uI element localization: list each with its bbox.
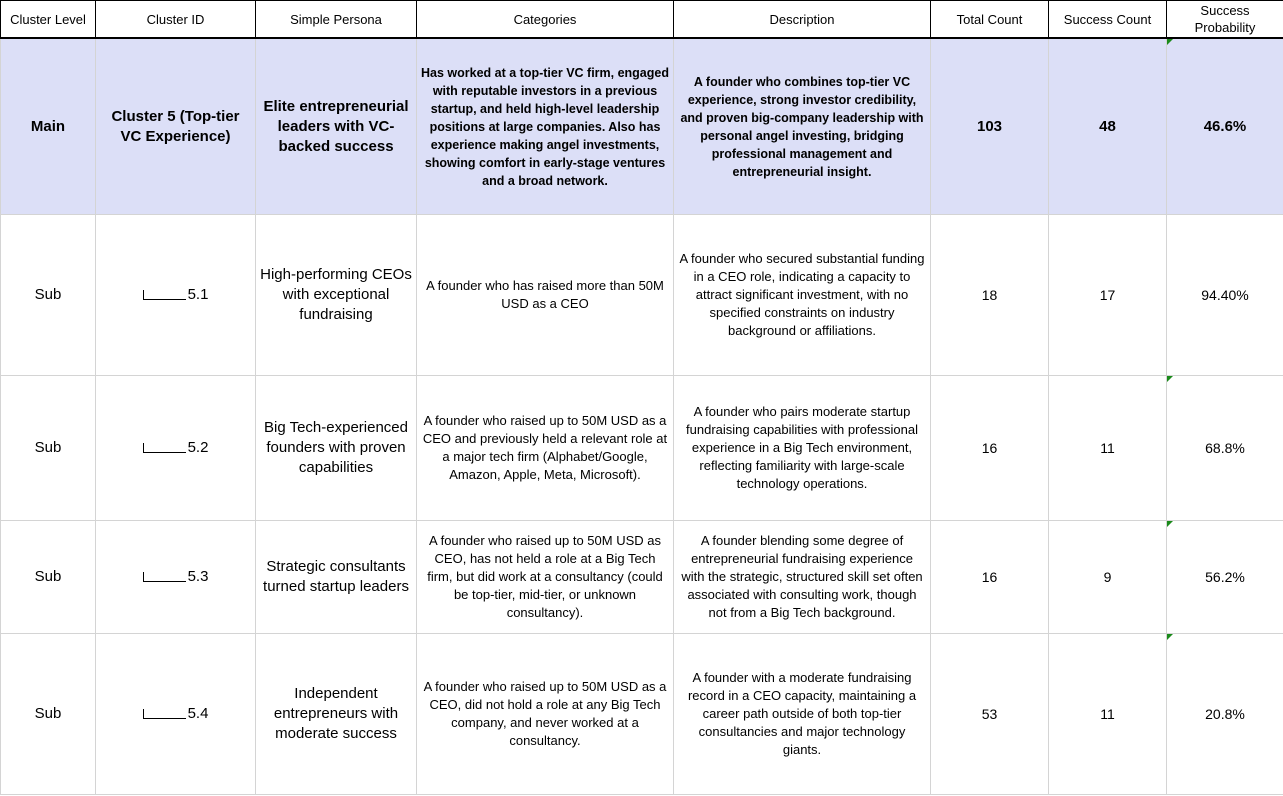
table-row-sub [1,521,1283,634]
comment-marker-icon [1167,39,1173,45]
cell-cluster-id[interactable] [96,376,256,521]
cell-total-count[interactable]: 103 [931,38,1049,215]
header-simple-persona[interactable]: Simple Persona [256,1,417,39]
comment-marker-icon [1167,634,1173,640]
cell-categories[interactable]: A founder who has raised more than 50M USD as a CEO [417,215,674,376]
sub-cluster-id: 5.1 [187,285,209,303]
cell-categories[interactable]: A founder who raised up to 50M USD as CEO, has not held a role at a Big Tech firm, but did work at a consultancy (could be top-tier, mid-tier, or unknown consultancy). [417,521,674,634]
cell-success-count[interactable]: 11 [1049,634,1167,795]
tree-branch [143,568,209,586]
comment-marker-icon [1167,521,1173,527]
cell-persona[interactable]: Elite entrepreneurial leaders with VC-backed success [256,38,417,215]
cell-total-count[interactable]: 16 [931,521,1049,634]
tree-branch-icon [143,290,186,300]
header-row [1,1,1283,39]
cell-total-count[interactable]: 18 [931,215,1049,376]
sub-cluster-id: 5.3 [187,567,209,585]
tree-branch-icon [143,443,186,453]
tree-branch [143,286,209,304]
cell-categories[interactable]: A founder who raised up to 50M USD as a CEO, did not hold a role at any Big Tech company, and never worked at a consultancy. [417,634,674,795]
sub-cluster-id: 5.4 [187,704,209,722]
cell-success-count[interactable]: 48 [1049,38,1167,215]
tree-branch [143,705,209,723]
cell-cluster-id[interactable] [96,215,256,376]
header-success-probability[interactable]: Success Probability [1167,1,1283,39]
cell-level[interactable]: Sub [1,215,96,376]
tree-branch [143,439,209,457]
cell-success-count[interactable]: 9 [1049,521,1167,634]
cell-description[interactable]: A founder who pairs moderate startup fundraising capabilities with professional experience in a Big Tech environment, reflecting familiarity with large-scale technology operations. [674,376,931,521]
cell-description[interactable]: A founder with a moderate fundraising record in a CEO capacity, maintaining a career path outside of both top-tier consultancies and major technology giants. [674,634,931,795]
cell-categories[interactable]: Has worked at a top-tier VC firm, engaged with reputable investors in a previous startup, and held high-level leadership positions at large companies. Also has experience making angel investments, showing comfort in early-stage ventures and a broad network. [417,38,674,215]
cell-categories[interactable]: A founder who raised up to 50M USD as a CEO and previously held a relevant role at a major tech firm (Alphabet/Google, Amazon, Apple, Meta, Microsoft). [417,376,674,521]
cell-success-probability[interactable] [1167,38,1283,215]
cell-value: 20.8% [1205,706,1245,722]
table-row-sub [1,634,1283,795]
tree-branch-icon [143,709,186,719]
cell-success-probability[interactable] [1167,521,1283,634]
cell-success-count[interactable]: 11 [1049,376,1167,521]
cell-success-probability[interactable]: 94.40% [1167,215,1283,376]
cell-total-count[interactable]: 16 [931,376,1049,521]
header-description[interactable]: Description [674,1,931,39]
header-categories[interactable]: Categories [417,1,674,39]
cell-level[interactable]: Sub [1,376,96,521]
table-row-main [1,38,1283,215]
cell-cluster-id[interactable]: Cluster 5 (Top-tier VC Experience) [96,38,256,215]
cell-persona[interactable]: Strategic consultants turned startup leaders [256,521,417,634]
cell-persona[interactable]: Independent entrepreneurs with moderate success [256,634,417,795]
cell-cluster-id[interactable] [96,521,256,634]
cell-persona[interactable]: High-performing CEOs with exceptional fundraising [256,215,417,376]
cell-cluster-id[interactable] [96,634,256,795]
sub-cluster-id: 5.2 [187,438,209,456]
cell-value: 56.2% [1205,569,1245,585]
cell-persona[interactable]: Big Tech-experienced founders with proven capabilities [256,376,417,521]
cell-level[interactable]: Sub [1,634,96,795]
cell-success-probability[interactable] [1167,634,1283,795]
cell-total-count[interactable]: 53 [931,634,1049,795]
comment-marker-icon [1167,376,1173,382]
cell-description[interactable]: A founder who secured substantial funding in a CEO role, indicating a capacity to attract significant investment, with no specified constraints on industry background or affiliations. [674,215,931,376]
cell-success-probability[interactable] [1167,376,1283,521]
header-success-count[interactable]: Success Count [1049,1,1167,39]
header-cluster-id[interactable]: Cluster ID [96,1,256,39]
cell-success-count[interactable]: 17 [1049,215,1167,376]
tree-branch-icon [143,572,186,582]
cell-value: 68.8% [1205,440,1245,456]
table-row-sub [1,215,1283,376]
cell-level[interactable]: Sub [1,521,96,634]
header-cluster-level[interactable]: Cluster Level [1,1,96,39]
cell-level[interactable]: Main [1,38,96,215]
cell-description[interactable]: A founder blending some degree of entrepreneurial fundraising experience with the strategic, structured skill set often associated with consulting work, though not from a Big Tech background. [674,521,931,634]
cell-description[interactable]: A founder who combines top-tier VC experience, strong investor credibility, and proven big-company leadership with personal angel investing, bridging professional management and entrepreneurial insight. [674,38,931,215]
cell-value: 46.6% [1203,117,1247,135]
header-total-count[interactable]: Total Count [931,1,1049,39]
table-row-sub [1,376,1283,521]
